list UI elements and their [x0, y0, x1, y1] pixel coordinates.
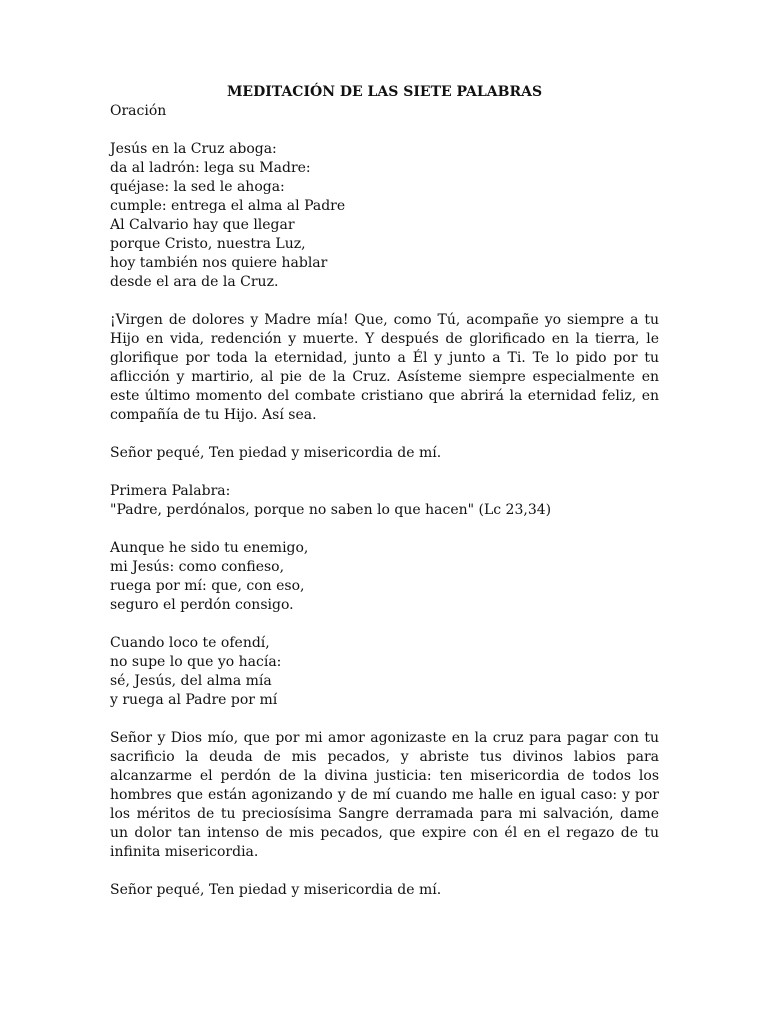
document-title: MEDITACIÓN DE LAS SIETE PALABRAS — [226, 84, 543, 100]
spacer — [110, 710, 659, 729]
verse-line: y ruega al Padre por mí — [110, 692, 278, 708]
spacer — [110, 520, 659, 539]
verse-line: desde el ara de la Cruz. — [110, 274, 279, 290]
verse-line: seguro el perdón consigo. — [110, 597, 294, 613]
verse-line: Cuando loco te ofendí, — [110, 635, 270, 651]
stanza-3 — [110, 634, 659, 710]
spacer — [110, 463, 659, 482]
spacer — [110, 425, 659, 444]
lord-prayer-paragraph: Señor y Dios mío, que por mi amor agonizaste en la cruz para pagar con tu sacrificio la deuda de mis pecados, y abriste tus divinos labios para alcanzarme el perdón de la divina justicia: ten misericordia de todos los hombres que están agonizando y de mí cuando me halle en igual caso: y por los méritos de tu preciosísima Sangre derramada para mi salvación, dame un dolor tan intenso de mis pecados, que expire con él en el regazo de tu infinita misericordia. — [110, 730, 659, 860]
verse-line: mi Jesús: como confieso, — [110, 559, 285, 575]
refrain-2: Señor pequé, Ten piedad y misericordia de mí. — [110, 882, 442, 898]
prayer-heading: Oración — [110, 103, 167, 119]
verse-line: ruega por mí: que, con eso, — [110, 578, 305, 594]
document-page — [110, 82, 659, 900]
virgin-prayer-paragraph: ¡Virgen de dolores y Madre mía! Que, como Tú, acompañe yo siempre a tu Hijo en vida, redención y muerte. Y después de glorificado en la tierra, le glorifique por toda la eternidad, junto a Él y junto a Ti. Te lo pido por tu aflicción y martirio, al pie de la Cruz. Asísteme siempre especialmente en este último momento del combate cristiano que abrirá la eternidad feliz, en compañía de tu Hijo. Así sea. — [110, 312, 659, 423]
verse-line: Jesús en la Cruz aboga: — [110, 141, 277, 157]
verse-line: hoy también nos quiere hablar — [110, 255, 328, 271]
verse-line: Al Calvario hay que llegar — [110, 217, 295, 233]
stanza-2 — [110, 539, 659, 615]
stanza-1 — [110, 140, 659, 292]
verse-line: da al ladrón: lega su Madre: — [110, 160, 311, 176]
spacer — [110, 292, 659, 311]
verse-line: no supe lo que yo hacía: — [110, 654, 282, 670]
first-word-heading: Primera Palabra: — [110, 483, 231, 499]
verse-line: porque Cristo, nuestra Luz, — [110, 236, 306, 252]
spacer — [110, 862, 659, 881]
verse-line: cumple: entrega el alma al Padre — [110, 198, 346, 214]
first-word-quote: "Padre, perdónalos, porque no saben lo que hacen" (Lc 23,34) — [110, 502, 552, 518]
verse-line: quéjase: la sed le ahoga: — [110, 179, 285, 195]
refrain-1: Señor pequé, Ten piedad y misericordia de mí. — [110, 445, 442, 461]
verse-line: sé, Jesús, del alma mía — [110, 673, 272, 689]
spacer — [110, 615, 659, 634]
verse-line: Aunque he sido tu enemigo, — [110, 540, 309, 556]
spacer — [110, 121, 659, 140]
